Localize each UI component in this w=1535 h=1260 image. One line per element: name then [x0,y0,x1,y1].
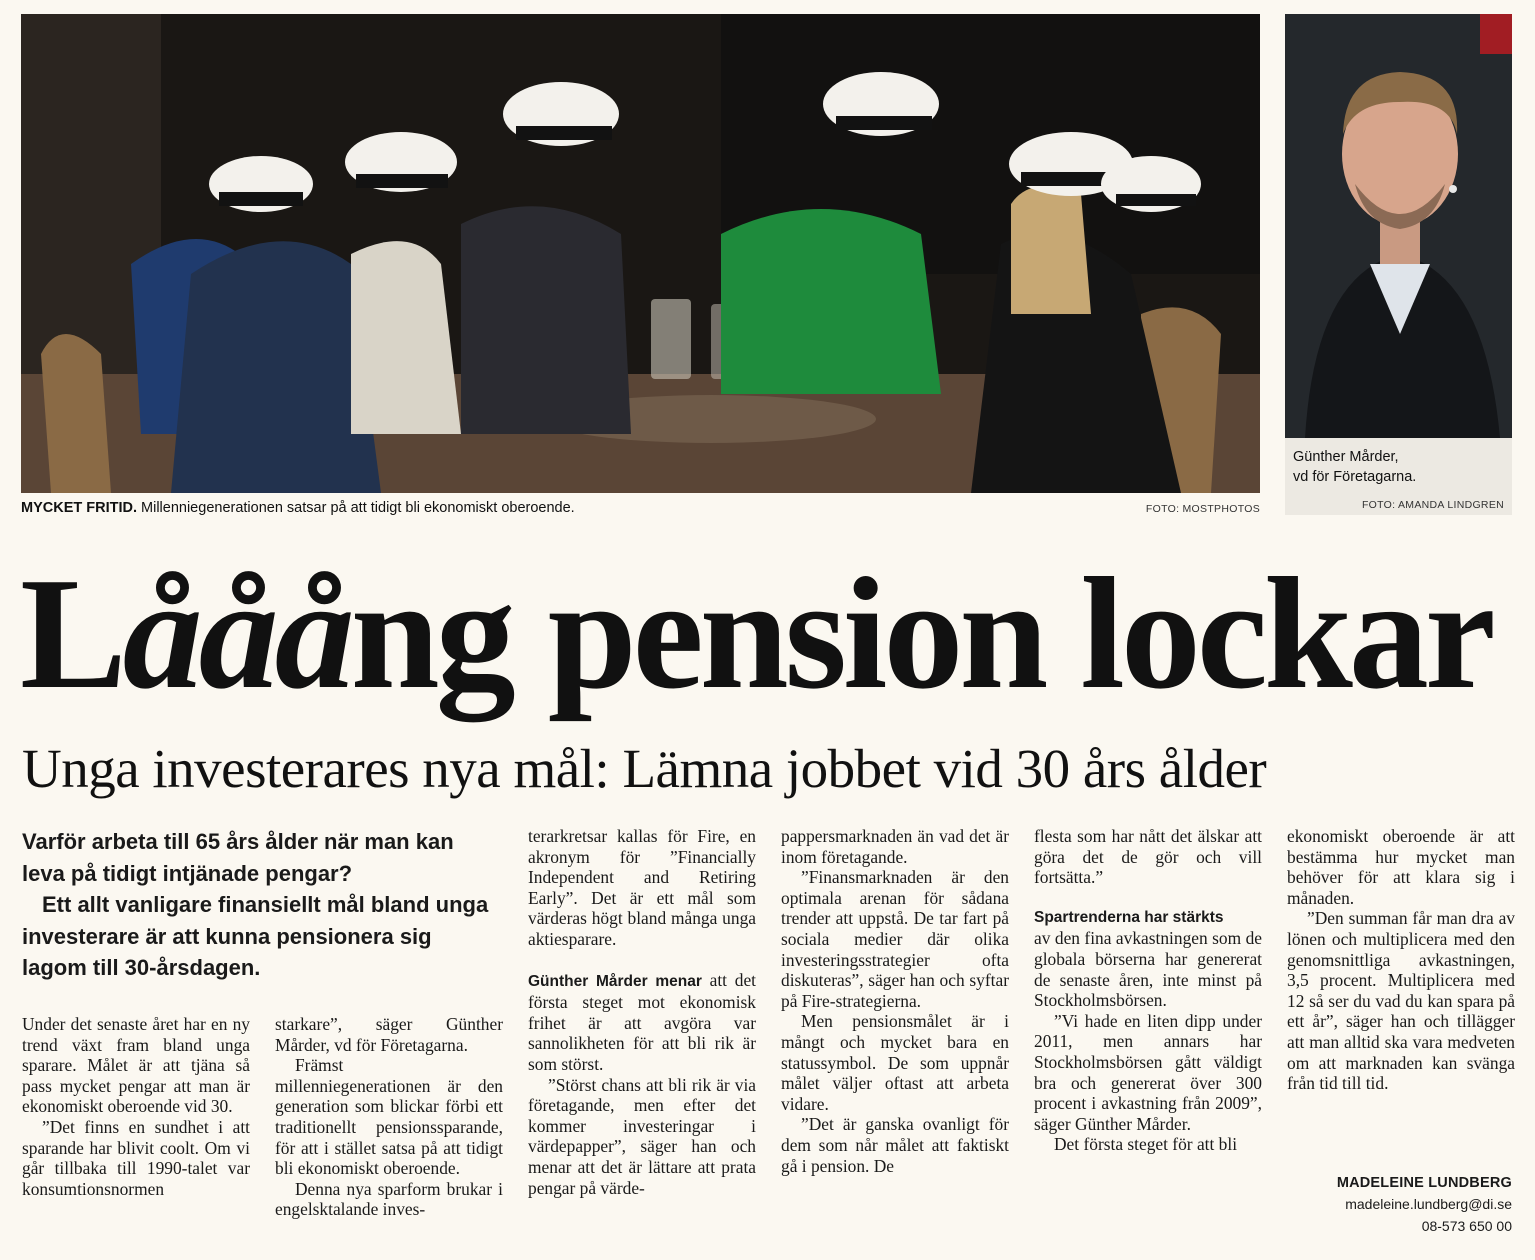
paragraph [528,970,756,1075]
paragraph-lead: Günther Mårder menar [528,972,702,990]
paragraph: ”Störst chans att bli rik är via företagande, men efter det kommer investeringar i värdepapper”, säger han och menar att det är lättare att prata pengar på värde- [528,1074,756,1198]
main-photo [21,14,1260,493]
main-photo-credit: FOTO: MOSTPHOTOS [1145,503,1260,515]
paragraph: pappersmarknaden än vad det är inom företagande. [781,826,1009,867]
side-photo-caption-box [1285,438,1512,515]
main-photo-caption [21,500,1041,516]
side-photo-caption [1293,447,1508,487]
headline [20,544,1520,722]
ingress-paragraph-1: Varför arbeta till 65 års ålder när man kan leva på tidigt intjänade pengar? [22,829,454,886]
paragraph: terarkretsar kallas för Fire, en akronym för ”Financially Independent and Retiring Early”. Det är ett mål som värderas högt bland många unga aktiesparare. [528,826,756,949]
paragraph-text: av den fina avkastningen som de globala börserna har genererat de senaste åren, inte minst på Stockholmsbörsen. [1034,928,1262,1011]
paragraph: ”Vi hade en liten dipp under 2011, men annars har Stockholmsbörsen gått väldigt bra och genererat över 300 procent i avkastning från 2009”, säger Günther Mårder. [1034,1010,1262,1134]
paragraph: Det första steget för att bli [1054,1134,1238,1155]
paragraph: ekonomiskt oberoende är att bestämma hur mycket man behöver för att klara sig i månaden. [1287,826,1515,908]
students-at-table-illustration [21,14,1260,493]
side-caption-line1: Günther Mårder, [1293,449,1399,465]
column-2 [275,1014,503,1220]
caption-text: Millenniegenerationen satsar på att tidigt bli ekonomiskt oberoende. [137,500,575,516]
side-portrait-photo [1285,14,1512,438]
subheading: Spartrenderna har stärkts [1034,908,1224,926]
paragraph [1034,908,1262,1011]
portrait-illustration [1285,14,1512,438]
headline-rest: ng pension lockar [350,544,1492,722]
byline-email[interactable]: madeleine.lundberg@di.se [1345,1196,1512,1212]
caption-lead: MYCKET FRITID. [21,500,137,516]
column-4 [781,826,1009,1176]
byline-phone: 08-573 650 00 [1421,1218,1512,1234]
paragraph: ”Finansmarknaden är den optimala arenan för sådana trender att uppstå. De tar fart på sociala medier där olika investeringsstrategier ofta diskuteras”, säger han och syftar på Fire-strategierna. [781,867,1009,1011]
headline-italic: ååå [122,544,351,722]
column-3 [528,826,756,1198]
paragraph: Denna nya sparform brukar i engelsktalande inves- [275,1178,503,1220]
byline-name: MADELEINE LUNDBERG [1336,1175,1512,1191]
paragraph: Under det senaste året har en ny trend växt fram bland unga sparare. Målet är att tjäna så pass mycket pengar att man är ekonomiskt oberoende vid 30. [22,1014,250,1117]
paragraph: ”Det finns en sundhet i att sparande har blivit coolt. Om vi går tillbaka till 1990-talet var konsumtionsnormen [22,1116,250,1199]
column-6 [1287,826,1515,1094]
subheadline: Unga investerares nya mål: Lämna jobbet vid 30 års ålder [22,738,1267,799]
paragraph: Främst millenniegenerationen är den generation som blickar förbi ett traditionellt pensionssparande, för att i stället satsa på att tidigt bli ekonomiskt oberoende. [275,1055,503,1179]
paragraph: ”Det är ganska ovanligt för dem som når målet att faktiskt gå i pension. De [781,1114,1009,1176]
side-caption-line2: vd för Företagarna. [1293,469,1417,485]
ingress-paragraph-2: Ett allt vanligare finansiellt mål bland unga investerare är att kunna pensionera sig lagom till 30-årsdagen. [22,892,489,980]
column-1 [22,1014,250,1199]
side-photo-credit: FOTO: AMANDA LINDGREN [1361,499,1504,511]
byline [1287,1173,1512,1237]
paragraph: ”Den summan får man dra av lönen och multiplicera med den genomsnittliga avkastningen, 3,5 procent. Multiplicera med 12 så ser du vad du kan spara på ett år”, säger han och tillägger att man alltid ska vara medveten om att marknaden kan svänga från tid till tid. [1287,908,1515,1094]
paragraph: Men pensionsmålet är i mångt och mycket bara en statussymbol. De som uppnår målet väljer oftast att arbeta vidare. [781,1011,1009,1114]
ingress [22,826,492,984]
paragraph: starkare”, säger Günther Mårder, vd för Företagarna. [275,1014,503,1055]
column-5 [1034,826,1262,1155]
headline-first: L [20,544,123,722]
paragraph-text: att det första steget mot ekonomisk frihet är att avgöra var sannolikheten för att bli rik är som störst. [528,969,756,1074]
paragraph: flesta som har nått det älskar att göra det de gör och vill fortsätta.” [1034,826,1262,888]
